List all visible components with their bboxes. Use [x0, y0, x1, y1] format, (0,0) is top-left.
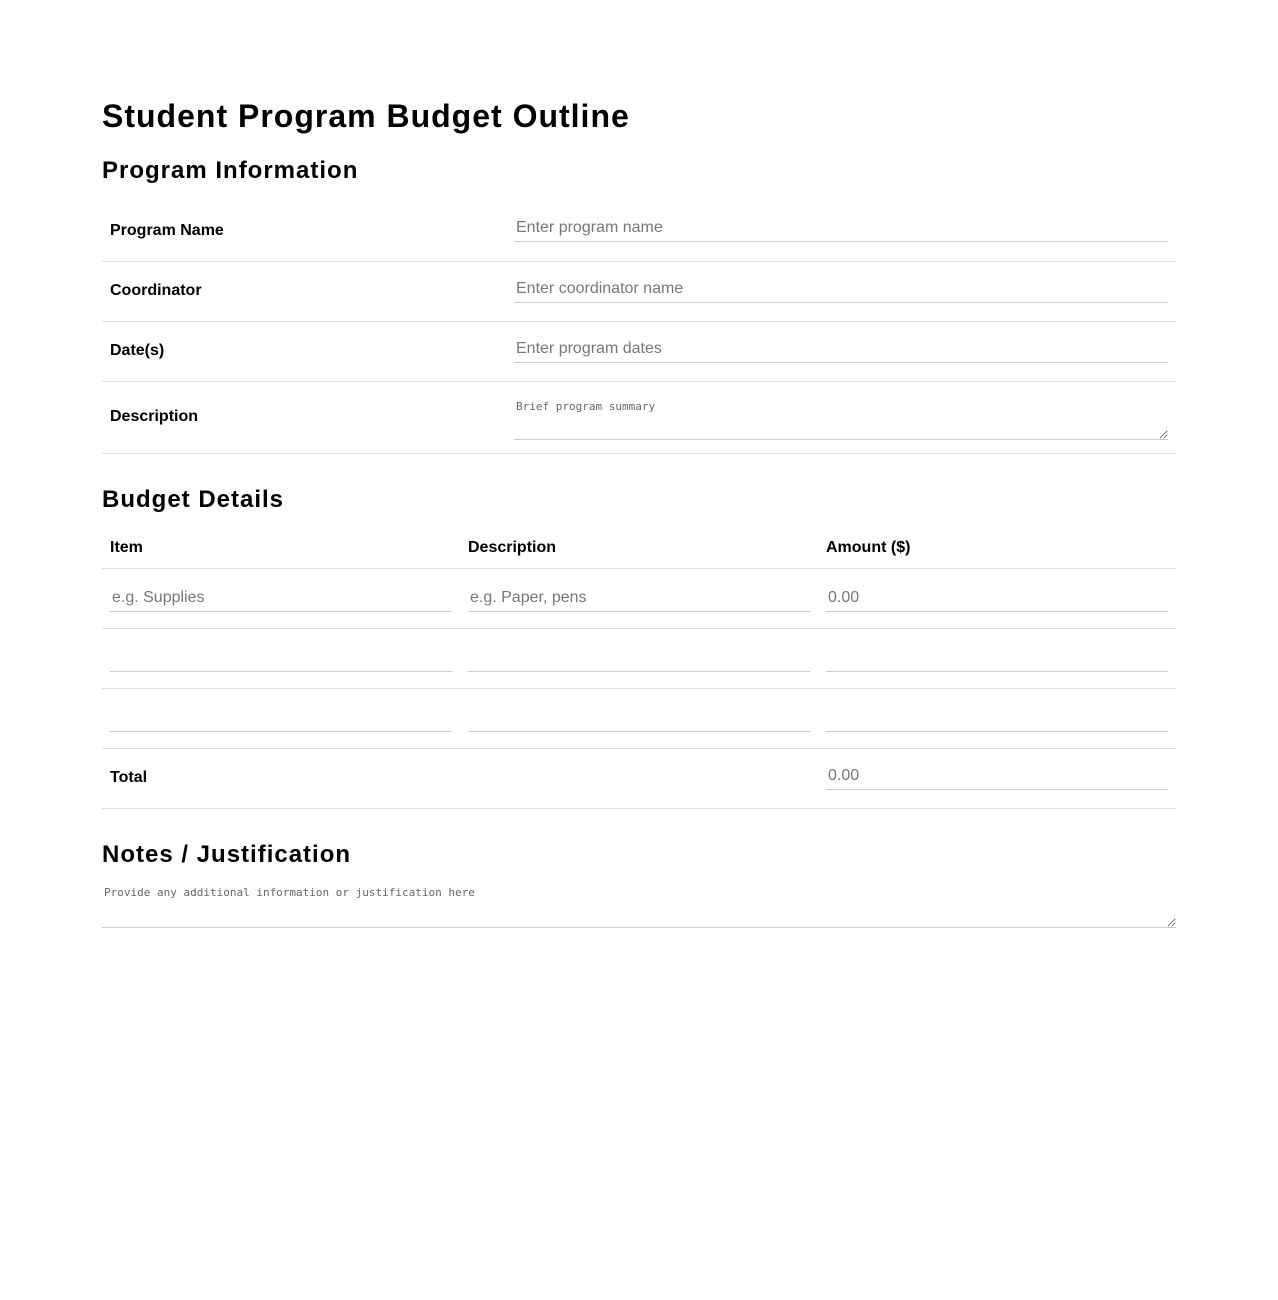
- item-input[interactable]: [110, 705, 452, 732]
- section-heading-budget: Budget Details: [102, 486, 285, 513]
- page-title: Student Program Budget Outline: [102, 98, 630, 134]
- budget-table: [102, 528, 1176, 809]
- section-heading-notes: Notes / Justification: [102, 841, 352, 868]
- description-input[interactable]: [468, 645, 810, 672]
- coordinator-row: [102, 261, 1176, 321]
- item-input[interactable]: [110, 585, 452, 612]
- column-header-amount: Amount ($): [818, 528, 1176, 568]
- description-textarea[interactable]: [514, 394, 1168, 440]
- table-row: [102, 688, 1176, 748]
- program-name-input[interactable]: [514, 215, 1168, 242]
- table-row: [102, 568, 1176, 628]
- table-row: [102, 628, 1176, 688]
- section-heading-program-info: Program Information: [102, 157, 359, 184]
- description-label: Description: [102, 381, 506, 453]
- description-row: [102, 381, 1176, 453]
- program-name-label: Program Name: [102, 201, 506, 261]
- column-header-item: Item: [102, 528, 460, 568]
- budget-header-row: [102, 528, 1176, 568]
- coordinator-label: Coordinator: [102, 261, 506, 321]
- program-info-table: [102, 201, 1176, 454]
- total-row: [102, 748, 1176, 808]
- dates-label: Date(s): [102, 321, 506, 381]
- column-header-description: Description: [460, 528, 818, 568]
- notes-section: [102, 880, 1176, 933]
- total-amount-input[interactable]: [826, 763, 1168, 790]
- amount-input[interactable]: [826, 705, 1168, 732]
- description-input[interactable]: [468, 585, 810, 612]
- total-label: Total: [102, 748, 460, 808]
- amount-input[interactable]: [826, 585, 1168, 612]
- coordinator-input[interactable]: [514, 276, 1168, 303]
- dates-row: [102, 321, 1176, 381]
- item-input[interactable]: [110, 645, 452, 672]
- description-input[interactable]: [468, 705, 810, 732]
- amount-input[interactable]: [826, 645, 1168, 672]
- dates-input[interactable]: [514, 336, 1168, 363]
- program-name-row: [102, 201, 1176, 261]
- notes-textarea[interactable]: [102, 880, 1176, 928]
